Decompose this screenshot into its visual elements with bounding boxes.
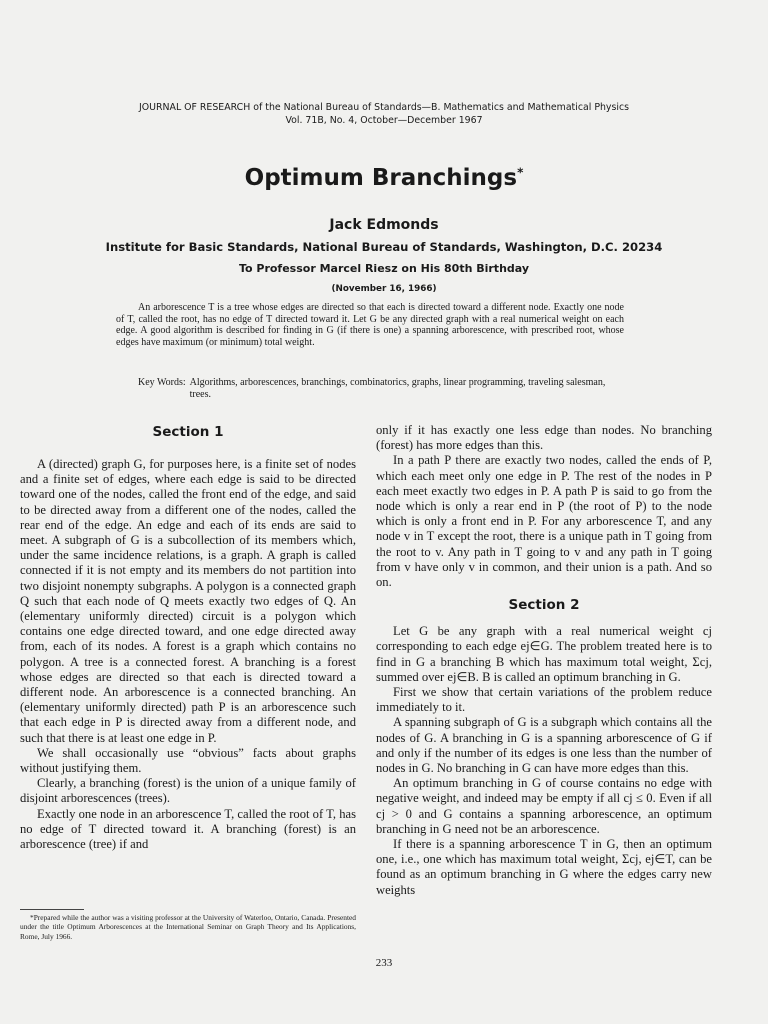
keywords-text: Algorithms, arborescences, branchings, combinatorics, graphs, linear programming, traveling salesman, trees. — [189, 377, 606, 400]
journal-header — [0, 101, 768, 127]
paragraph: Let G be any graph with a real numerical weight cj corresponding to each edge ej∈G. The problem treated here is to find in G a branching B which has maximum total weight, Σcj, summed over ej∈B. B is called an optimum branching in G. — [376, 624, 712, 684]
keywords — [138, 377, 624, 400]
paragraph: A spanning subgraph of G is a subgraph which contains all the nodes of G. A branching in G is a spanning arborescence of G if and only if the number of its edges is one less than the number of nodes in G. No branching in G can have more edges than this. — [376, 715, 712, 776]
paper-title — [0, 165, 768, 191]
paragraph: Clearly, a branching (forest) is the union of a unique family of disjoint arborescences (trees). — [20, 776, 356, 806]
journal-line: JOURNAL OF RESEARCH of the National Bureau of Standards—B. Mathematics and Mathematical Physics — [139, 102, 629, 113]
section-1-heading: Section 1 — [152, 424, 224, 440]
paragraph: First we show that certain variations of the problem reduce immediately to it. — [376, 685, 712, 715]
paragraph: In a path P there are exactly two nodes, called the ends of P, which each meet only one edge in P. The rest of the nodes in P each meet exactly two edges in P. A path P is said to go from the node which is only a rear end in P (the root of P) to the node which is only a front end in P. For any arborescence T, and any node v in T except the root, there is a unique path in T going from the root to v. Any path in T going to v and any path in T going from v have only v in common, and their union is a path. And so on. — [376, 453, 712, 590]
paragraph: We shall occasionally use “obvious” facts about graphs without justifying them. — [20, 745, 356, 776]
paper-title-text: Optimum Branchings — [244, 165, 518, 191]
page-number: 233 — [375, 957, 393, 969]
dedication: To Professor Marcel Riesz on His 80th Birthday — [238, 262, 530, 275]
keywords-label: Key Words: — [138, 377, 186, 388]
received-date: (November 16, 1966) — [331, 284, 437, 294]
section-2-heading: Section 2 — [508, 597, 580, 614]
footnote-divider — [20, 909, 84, 910]
paragraph: If there is a spanning arborescence T in G, then an optimum one, i.e., one which has maximum total weight, Σcj, ej∈T, can be found as an optimum branching in G where the edges carry new weights — [376, 837, 712, 897]
volume-line: Vol. 71B, No. 4, October—December 1967 — [285, 115, 483, 126]
paragraph: An optimum branching in G of course contains no edge with negative weight, and indeed may be empty if all cj ≤ 0. Even if all cj > 0 and G contains a spanning arborescence, an optimum branching in G need not be an arborescence. — [376, 776, 712, 836]
footnote: *Prepared while the author was a visiting professor at the University of Waterloo, Ontario, Canada. Presented under the title Optimum Arborescences at the International Seminar on Graph Theory and Its Applications, Rome, July 1966. — [20, 913, 356, 941]
left-column — [20, 423, 356, 852]
affiliation: Institute for Basic Standards, National Bureau of Standards, Washington, D.C. 20234 — [105, 240, 663, 254]
right-column — [376, 423, 712, 898]
paragraph: Exactly one node in an arborescence T, called the root of T, has no edge of T directed toward it. A branching (forest) is an arborescence (tree) if and — [20, 806, 356, 852]
paragraph: only if it has exactly one less edge than nodes. No branching (forest) has more edges than this. — [376, 423, 712, 453]
title-footnote-mark: * — [517, 165, 524, 180]
author-name: Jack Edmonds — [329, 217, 439, 233]
abstract: An arborescence T is a tree whose edges are directed so that each is directed toward a different node. Exactly one node of T, called the root, has no edge of T directed toward it. Let G be any directed graph with a real numerical weight on each edge. A good algorithm is described for finding in G (if there is one) a spanning arborescence, with prescribed root, whose edges have maximum (or minimum) total weight. — [116, 302, 624, 348]
paragraph: A (directed) graph G, for purposes here, is a finite set of nodes and a finite set of edges, where each edge is said to be directed toward one of the nodes, called the front end of the edge, and said to be directed away from a different one of the nodes, called the rear end of the edge. An edge and each of its ends are said to meet. A subgraph of G is a subcollection of its members which, under the same incidence relations, is a graph. A graph is called connected if it is not empty and its members do not partition into two disjoint nonempty subgraphs. A polygon is a connected graph Q such that each node of Q meets exactly two edges of Q. An (elementary uniformly directed) circuit is a polygon which contains one edge directed toward, and one edge directed away from, each of its nodes. A forest is a graph which contains no polygon. A tree is a connected forest. A branching is a forest whose edges are directed so that each is directed toward a different node. An arborescence is a connected branching. An (elementary uniformly directed) path P is an arborescence such that each edge in P is directed away from a different node, and such that there is at least one edge in P. — [20, 457, 356, 745]
